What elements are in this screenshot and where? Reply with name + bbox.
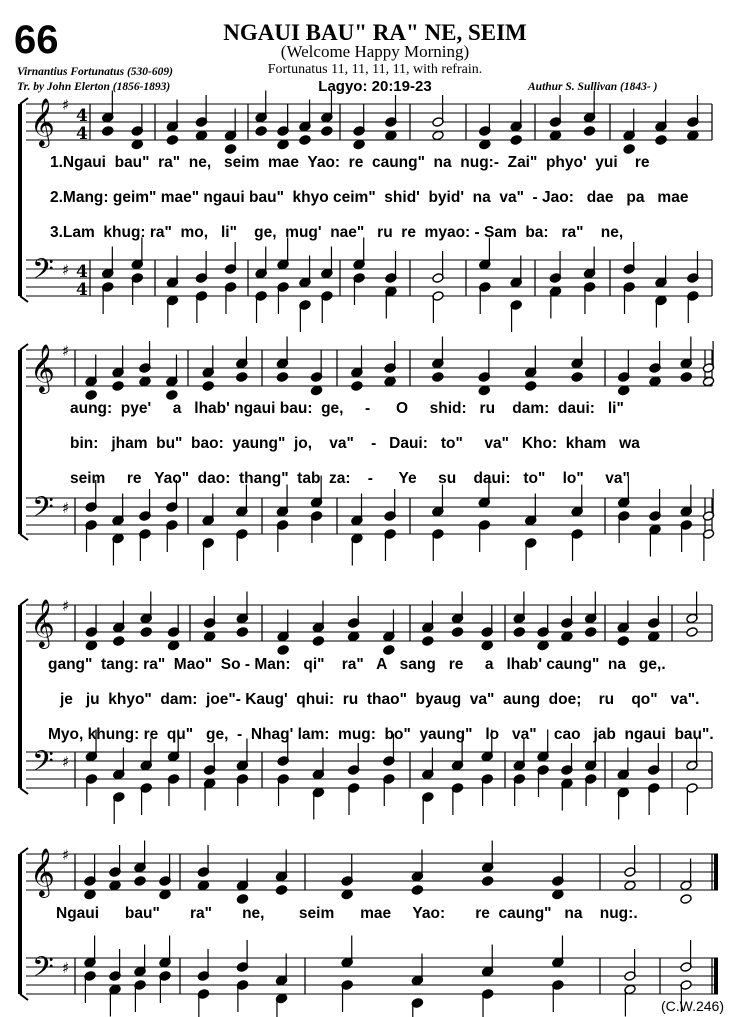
note-head: [680, 894, 692, 905]
lyric-line: 3.Lam khug: ra" mo, li" ge, mug' nae" ru re myao: - Sam ba: ra" ne,: [50, 224, 624, 241]
note-head: [422, 636, 434, 647]
note-head: [276, 372, 288, 383]
time-signature: 4: [76, 106, 88, 126]
note-head: [139, 376, 151, 387]
note-head: [617, 636, 629, 647]
note-head: [236, 372, 248, 383]
note-head: [451, 627, 463, 638]
note-head: [166, 390, 178, 401]
note-head: [687, 130, 699, 141]
note-head: [353, 139, 365, 150]
note-head: [481, 640, 493, 651]
lyric-line: seim re Yao" dao: thang" tab za: - Ye su daui: to" lo" va": [70, 470, 630, 487]
note-head: [479, 139, 491, 150]
note-head: [648, 631, 660, 642]
note-head: [341, 889, 353, 900]
note-head: [478, 385, 490, 396]
note-head: [649, 376, 661, 387]
bass-clef: 𝄢: [32, 253, 54, 293]
hymn-number: 66: [14, 18, 59, 62]
note-head: [159, 889, 171, 900]
note-head: [655, 135, 667, 146]
composer-credit: Authur S. Sullivan (1843- ): [528, 81, 658, 93]
note-head: [571, 372, 583, 383]
key-signature-sharp: ♯: [62, 753, 70, 771]
note-head: [134, 876, 146, 887]
note-head: [203, 631, 215, 642]
lyric-line: bin: jham bu" bao: yaung" jo, va" - Daui: to" va" Kho: kham wa: [70, 435, 640, 452]
note-head: [236, 627, 248, 638]
time-signature: 4: [76, 124, 88, 144]
lyric-line: 2.Mang: geim" mae" ngaui bau" khyo ceim" shid' byid' na va" - Jao: dae pa mae: [50, 189, 689, 206]
key-signature-sharp: ♯: [62, 261, 70, 279]
note-head: [312, 636, 324, 647]
lyric-line: Myo, khung: re qu" ge, - Nhag' lam: mug: bo" yaung" lo va" cao jab ngaui bau".: [48, 726, 714, 743]
note-head: [85, 390, 97, 401]
bracket-end: [20, 344, 28, 350]
note-head: [202, 381, 214, 392]
note-head: [623, 144, 635, 155]
note-head: [385, 130, 397, 141]
note-head: [432, 372, 444, 383]
lyric-line: gang" tang: ra" Mao" So - Man: qi" ra" A sang re a lhab' caung" na ge,.: [48, 656, 666, 673]
note-head: [140, 627, 152, 638]
scripture-reference: Lagyo: 20:19-23: [318, 78, 432, 95]
bracket-end: [20, 296, 28, 302]
bass-clef: 𝄢: [32, 951, 54, 991]
note-head: [618, 385, 630, 396]
key-signature-sharp: ♯: [62, 342, 70, 360]
key-signature-sharp: ♯: [62, 96, 70, 114]
note-head: [299, 135, 311, 146]
note-head: [351, 381, 363, 392]
bracket-end: [20, 98, 28, 104]
lyric-line: je ju khyo" dam: joe"- Kaug' qhui: ru thao" byaug va" aung doe; ru qo" va".: [60, 691, 700, 708]
note-head: [384, 376, 396, 387]
note-head: [275, 885, 287, 896]
treble-clef: 𝄞: [30, 598, 55, 647]
note-head: [537, 640, 549, 651]
note-head: [84, 889, 96, 900]
note-head: [702, 376, 714, 387]
bass-clef: 𝄢: [32, 745, 54, 785]
treble-clef: 𝄞: [30, 847, 55, 896]
note-head: [583, 126, 595, 137]
note-head: [513, 627, 525, 638]
author-credit: Virnantius Fortunatus (530-609): [17, 66, 173, 78]
lyric-line: Ngaui bau" ra" ne, seim mae Yao: re caung" na nug:.: [56, 905, 638, 922]
lyric-line: 1.Ngaui bau" ra" ne, seim mae Yao: re caung" na nug:- Zai" phyo' yui re: [50, 154, 650, 171]
bracket-end: [20, 994, 28, 1000]
note-head: [197, 880, 209, 891]
note-head: [112, 381, 124, 392]
note-head: [113, 636, 125, 647]
note-head: [585, 627, 597, 638]
time-signature: 4: [76, 262, 88, 282]
note-head: [321, 126, 333, 137]
treble-clef: 𝄞: [30, 343, 55, 392]
time-signature: 4: [76, 280, 88, 300]
bracket-end: [20, 534, 28, 540]
note-head: [109, 880, 121, 891]
bracket-end: [20, 788, 28, 794]
note-head: [131, 139, 143, 150]
source-credit: (C.W.246): [660, 998, 724, 1014]
note-head: [383, 645, 395, 656]
key-signature-sharp: ♯: [62, 846, 70, 864]
note-head: [195, 130, 207, 141]
note-head: [525, 381, 537, 392]
note-head: [277, 645, 289, 656]
hymn-subtitle: (Welcome Happy Morning): [280, 42, 470, 61]
bracket-end: [20, 599, 28, 605]
note-head: [481, 876, 493, 887]
note-head: [277, 139, 289, 150]
note-head: [680, 372, 692, 383]
note-head: [85, 640, 97, 651]
key-signature-sharp: ♯: [62, 499, 70, 517]
note-head: [686, 627, 698, 638]
note-head: [347, 631, 359, 642]
note-head: [411, 885, 423, 896]
note-head: [167, 640, 179, 651]
note-head: [549, 130, 561, 141]
treble-clef: 𝄞: [30, 97, 55, 146]
note-head: [224, 144, 236, 155]
note-head: [432, 130, 444, 141]
note-head: [236, 894, 248, 905]
lyric-line: aung: pye' a lhab' ngaui bau: ge, - O shid: ru dam: daui: li": [70, 400, 624, 417]
translator-credit: Tr. by John Elerton (1856-1893): [17, 81, 171, 93]
note-head: [561, 631, 573, 642]
bass-clef: 𝄢: [32, 491, 54, 531]
key-signature-sharp: ♯: [62, 959, 70, 977]
note-head: [166, 135, 178, 146]
note-head: [552, 889, 564, 900]
note-head: [310, 385, 322, 396]
bracket-end: [20, 848, 28, 854]
hymn-title: NGAUI BAU" RA" NE, SEIM: [223, 20, 527, 45]
key-signature-sharp: ♯: [62, 597, 70, 615]
meter-line: Fortunatus 11, 11, 11, 11, with refrain.: [267, 62, 483, 77]
note-head: [255, 126, 267, 137]
note-head: [510, 135, 522, 146]
note-head: [102, 126, 114, 137]
note-head: [624, 880, 636, 891]
